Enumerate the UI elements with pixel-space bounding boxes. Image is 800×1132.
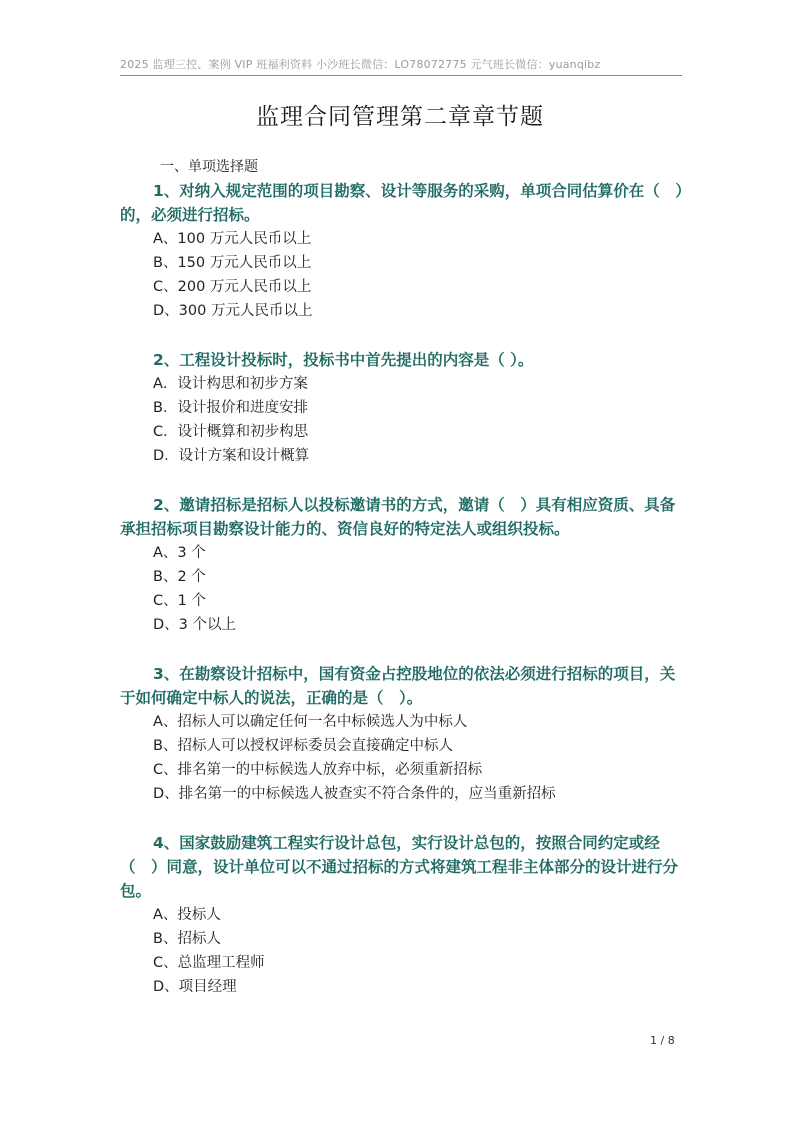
option-c: C、排名第一的中标候选人放弃中标，必须重新招标 (153, 762, 483, 778)
option-a: A、3 个 (153, 545, 206, 561)
question-stem: 3、在勘察设计招标中，国有资金占控股地位的依法必须进行招标的项目，关于如何确定中标人的说法，正确的是（ ）。 (120, 665, 676, 707)
question-3 (120, 493, 685, 637)
option-b: B、招标人可以授权评标委员会直接确定中标人 (153, 738, 453, 754)
question-stem: 2、工程设计投标时，投标书中首先提出的内容是（ ）。 (153, 351, 534, 369)
option-b: B、2 个 (153, 569, 206, 585)
option-c: C、1 个 (153, 593, 206, 609)
page-number: 1 / 8 (650, 1034, 675, 1047)
question-stem: 2、邀请招标是招标人以投标邀请书的方式，邀请（ ）具有相应资质、具备承担招标项目勘察设计能力的、资信良好的特定法人或组织投标。 (120, 496, 676, 538)
section-heading: 一、单项选择题 (160, 159, 258, 175)
question-5 (120, 831, 685, 999)
question-4 (120, 662, 685, 806)
option-c: C、总监理工程师 (153, 955, 265, 971)
option-d: D、项目经理 (153, 979, 237, 995)
option-b: B、150 万元人民币以上 (153, 255, 312, 271)
option-d: D．设计方案和设计概算 (153, 448, 310, 464)
page-header: 2025 监理三控、案例 VIP 班福利资料 小沙班长微信：LO78072775 元气班长微信：yuanqibz (120, 58, 601, 71)
question-stem: 4、国家鼓励建筑工程实行设计总包，实行设计总包的，按照合同约定或经（ ）同意，设计单位可以不通过招标的方式将建筑工程非主体部分的设计进行分包。 (120, 834, 679, 900)
option-a: A、100 万元人民币以上 (153, 231, 312, 247)
option-d: D、3 个以上 (153, 617, 236, 633)
document-title: 监理合同管理第二章章节题 (256, 104, 544, 130)
option-a: A．设计构思和初步方案 (153, 376, 308, 392)
option-b: B、招标人 (153, 931, 221, 947)
question-1 (120, 179, 685, 323)
option-b: B．设计报价和进度安排 (153, 400, 308, 416)
option-d: D、排名第一的中标候选人被查实不符合条件的，应当重新招标 (153, 786, 556, 802)
header-divider (120, 75, 682, 76)
option-c: C、200 万元人民币以上 (153, 279, 312, 295)
option-c: C．设计概算和初步构思 (153, 424, 309, 440)
option-a: A、招标人可以确定任何一名中标候选人为中标人 (153, 714, 468, 730)
document-body (120, 157, 685, 999)
question-2 (120, 348, 685, 468)
option-d: D、300 万元人民币以上 (153, 303, 313, 319)
question-stem: 1、对纳入规定范围的项目勘察、设计等服务的采购，单项合同估算价在（ ）的，必须进行招标。 (120, 182, 684, 224)
option-a: A、投标人 (153, 907, 221, 923)
